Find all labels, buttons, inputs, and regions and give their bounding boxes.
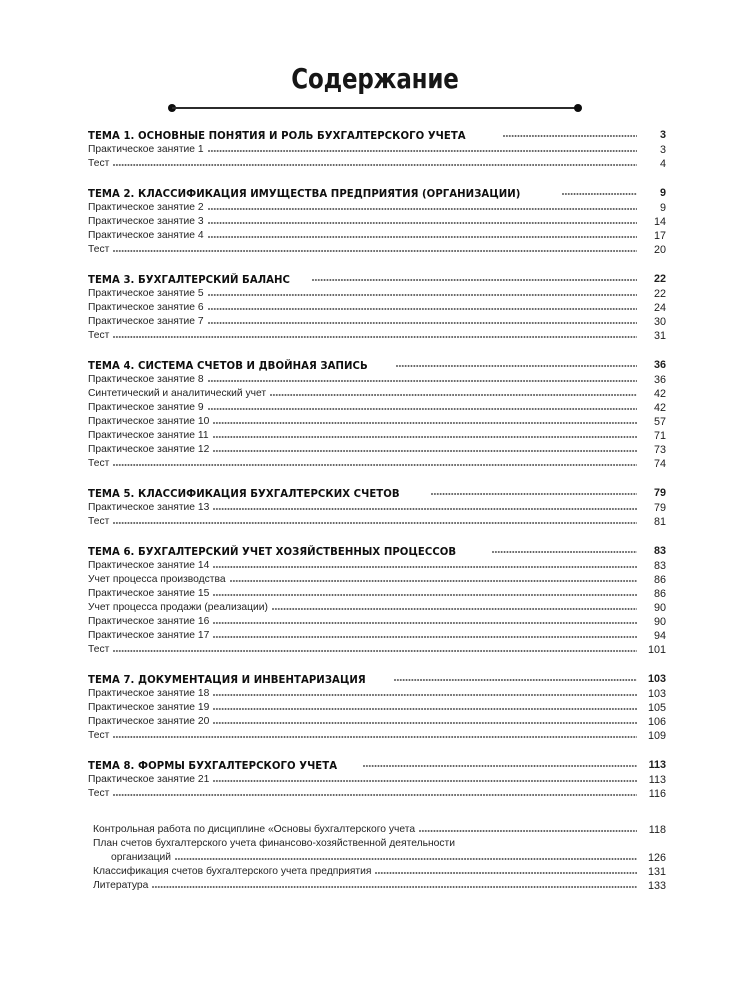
toc-entry-page-number: 3 [659, 144, 666, 156]
toc-section [88, 186, 666, 257]
toc-entry[interactable] [88, 243, 666, 257]
toc-entry-page-number: 36 [653, 359, 666, 371]
toc-entry-label: ТЕМА 5. КЛАССИФИКАЦИЯ БУХГАЛТЕРСКИХ СЧЕТОВ [88, 487, 400, 500]
toc-entry-label: Литература [93, 880, 149, 891]
toc-entry-page-number: 83 [653, 560, 666, 572]
toc-entry-page-number: 79 [653, 502, 666, 514]
toc-entry-label: ТЕМА 1. ОСНОВНЫЕ ПОНЯТИЯ И РОЛЬ БУХГАЛТЕРСКОГО УЧЕТА [88, 129, 466, 142]
toc-entry-label: Контрольная работа по дисциплине «Основы бухгалтерского учета [93, 824, 416, 835]
toc-section [88, 544, 666, 657]
dot-leader [492, 548, 637, 556]
toc-entry-page-number: 113 [648, 759, 666, 771]
toc-entry[interactable] [88, 429, 666, 443]
toc-entry-page-number: 79 [653, 487, 666, 499]
dot-leader [208, 219, 637, 227]
toc-entry-page-number: 86 [653, 574, 666, 586]
toc-entry-label: ТЕМА 4. СИСТЕМА СЧЕТОВ И ДВОЙНАЯ ЗАПИСЬ [88, 359, 368, 372]
toc-entry-page-number: 105 [647, 702, 666, 714]
toc-entry-page-number: 20 [653, 244, 666, 256]
dot-leader [175, 855, 637, 863]
dot-leader [113, 247, 637, 255]
toc-entry[interactable] [88, 301, 666, 315]
toc-entry-page-number: 9 [659, 187, 666, 199]
toc-entry[interactable] [88, 401, 666, 415]
dot-leader [272, 605, 637, 613]
toc-section-heading[interactable] [88, 272, 666, 287]
dot-leader [213, 719, 637, 727]
toc-entry[interactable] [88, 373, 666, 387]
dot-leader [270, 391, 637, 399]
dot-leader [213, 705, 637, 713]
toc-entry[interactable] [88, 559, 666, 573]
toc-entry-page-number: 30 [653, 316, 666, 328]
toc-section [88, 672, 666, 743]
divider-line [172, 107, 578, 109]
page-title: Содержание [291, 62, 459, 95]
toc-entry[interactable] [88, 729, 666, 743]
toc-entry-label: Тест [88, 330, 110, 341]
toc-entry[interactable] [88, 573, 666, 587]
toc-entry[interactable] [88, 587, 666, 601]
toc-entry-label: Практическое занятие 18 [88, 688, 210, 699]
toc-entry-page-number: 133 [647, 880, 666, 892]
toc-entry[interactable] [93, 865, 666, 879]
toc-entry-label: Практическое занятие 1 [88, 144, 204, 155]
toc-entry-page-number: 4 [659, 158, 666, 170]
dot-leader [208, 377, 637, 385]
toc-entry[interactable] [88, 415, 666, 429]
toc-entry-page-number: 103 [647, 688, 666, 700]
toc-entry-label: Практическое занятие 15 [88, 588, 210, 599]
dot-leader [208, 305, 637, 313]
dot-leader [208, 147, 637, 155]
dot-leader [208, 291, 637, 299]
toc-entry-label: организаций [111, 852, 171, 863]
toc-entry[interactable] [88, 287, 666, 301]
toc-entry-label: ТЕМА 2. КЛАССИФИКАЦИЯ ИМУЩЕСТВА ПРЕДПРИЯТИЯ (ОРГАНИЗАЦИИ) [88, 187, 521, 200]
toc-entry-label: Тест [88, 244, 110, 255]
toc-entry-page-number: 101 [647, 644, 666, 656]
dot-leader [113, 519, 637, 527]
toc-entry-label: ТЕМА 7. ДОКУМЕНТАЦИЯ И ИНВЕНТАРИЗАЦИЯ [88, 673, 366, 686]
toc-section [88, 272, 666, 343]
dot-leader [213, 419, 637, 427]
toc-entry-label: Практическое занятие 9 [88, 402, 204, 413]
decorative-divider [168, 104, 582, 113]
toc-entry[interactable] [88, 215, 666, 229]
toc-entry-label: Практическое занятие 4 [88, 230, 204, 241]
dot-leader [459, 841, 637, 849]
dot-leader [208, 319, 637, 327]
toc-entry-label: Практическое занятие 14 [88, 560, 210, 571]
toc-entry[interactable] [93, 851, 666, 865]
toc-entry-label: ТЕМА 3. БУХГАЛТЕРСКИЙ БАЛАНС [88, 273, 291, 286]
dot-leader [113, 733, 637, 741]
dot-leader [213, 633, 637, 641]
toc-entry-page-number: 109 [647, 730, 666, 742]
toc-entry-page-number: 22 [653, 288, 666, 300]
toc-section-heading[interactable] [88, 758, 666, 773]
dot-leader [213, 563, 637, 571]
toc-entry-page-number: 22 [653, 273, 666, 285]
dot-leader [312, 276, 637, 284]
toc-entry-page-number: 31 [653, 330, 666, 342]
toc-entry-page-number: 73 [653, 444, 666, 456]
toc-section-heading[interactable] [88, 186, 666, 201]
toc-entry-label: Синтетический и аналитический учет [88, 388, 267, 399]
toc-entry-page-number: 81 [653, 516, 666, 528]
toc-entry[interactable] [88, 701, 666, 715]
toc-entry[interactable] [88, 457, 666, 471]
toc-entry-label: Практическое занятие 8 [88, 374, 204, 385]
toc-entry[interactable] [88, 157, 666, 171]
toc-entry[interactable] [88, 229, 666, 243]
toc-entry-label: Тест [88, 458, 110, 469]
toc-entry-label: ТЕМА 6. БУХГАЛТЕРСКИЙ УЧЕТ ХОЗЯЙСТВЕННЫХ ПРОЦЕССОВ [88, 545, 457, 558]
toc-entry-label: Практическое занятие 13 [88, 502, 210, 513]
toc-entry-label: Тест [88, 730, 110, 741]
toc-entry-label: Учет процесса продажи (реализации) [88, 602, 268, 613]
toc-entries [88, 128, 666, 893]
toc-entry-label: Тест [88, 644, 110, 655]
toc-entry-label: Практическое занятие 2 [88, 202, 204, 213]
toc-section [88, 758, 666, 801]
toc-entry[interactable] [93, 837, 666, 851]
toc-entry-label: Практическое занятие 21 [88, 774, 210, 785]
toc-entry[interactable] [88, 143, 666, 157]
toc-entry-page-number: 36 [653, 374, 666, 386]
toc-entry-page-number: 90 [653, 602, 666, 614]
toc-entry[interactable] [88, 687, 666, 701]
toc-entry-page-number: 118 [648, 824, 666, 836]
toc-appendix-section [88, 823, 666, 893]
toc-entry-label: ТЕМА 8. ФОРМЫ БУХГАЛТЕРСКОГО УЧЕТА [88, 759, 338, 772]
dot-leader [396, 362, 637, 370]
toc-section [88, 128, 666, 171]
toc-entry-label: Тест [88, 158, 110, 169]
toc-entry[interactable] [88, 787, 666, 801]
toc-entry-page-number: 131 [647, 866, 666, 878]
toc-entry-label: План счетов бухгалтерского учета финансово-хозяйственной деятельности [93, 838, 455, 849]
toc-entry-label: Практическое занятие 3 [88, 216, 204, 227]
dot-leader [208, 233, 637, 241]
toc-entry-page-number: 126 [647, 852, 666, 864]
toc-entry-page-number: 14 [653, 216, 666, 228]
toc-entry[interactable] [88, 201, 666, 215]
toc-entry-page-number: 86 [653, 588, 666, 600]
toc-entry[interactable] [88, 715, 666, 729]
dot-leader [113, 333, 637, 341]
toc-entry[interactable] [88, 615, 666, 629]
toc-entry[interactable] [88, 629, 666, 643]
toc-entry[interactable] [88, 443, 666, 457]
toc-entry-page-number: 83 [653, 545, 666, 557]
toc-entry-label: Тест [88, 516, 110, 527]
dot-leader [230, 577, 637, 585]
toc-section [88, 486, 666, 529]
toc-entry[interactable] [93, 879, 666, 893]
dot-leader [208, 205, 637, 213]
toc-entry-label: Классификация счетов бухгалтерского учета предприятия [93, 866, 372, 877]
toc-entry-label: Практическое занятие 7 [88, 316, 204, 327]
toc-entry-label: Тест [88, 788, 110, 799]
toc-entry-label: Практическое занятие 17 [88, 630, 210, 641]
toc-entry[interactable] [88, 773, 666, 787]
dot-leader [113, 461, 637, 469]
toc-section [88, 358, 666, 471]
toc-section-heading[interactable] [88, 486, 666, 501]
toc-entry-page-number: 106 [647, 716, 666, 728]
toc-entry-page-number: 113 [648, 774, 666, 786]
toc-entry[interactable] [88, 515, 666, 529]
dot-leader [213, 505, 637, 513]
toc-entry-label: Практическое занятие 19 [88, 702, 210, 713]
toc-entry[interactable] [88, 387, 666, 401]
toc-entry[interactable] [88, 501, 666, 515]
toc-entry-page-number: 9 [659, 202, 666, 214]
toc-entry-page-number: 57 [653, 416, 666, 428]
toc-entry[interactable] [88, 643, 666, 657]
toc-entry-page-number: 42 [653, 402, 666, 414]
toc-entry-page-number: 42 [653, 388, 666, 400]
toc-entry-page-number: 103 [647, 673, 666, 685]
toc-section-heading[interactable] [88, 128, 666, 143]
toc-entry-page-number: 90 [653, 616, 666, 628]
dot-leader [113, 647, 637, 655]
toc-section-heading[interactable] [88, 544, 666, 559]
dot-leader [152, 883, 637, 891]
toc-entry[interactable] [88, 315, 666, 329]
divider-right-dot-icon [574, 104, 582, 112]
toc-entry-label: Практическое занятие 12 [88, 444, 210, 455]
toc-entry-page-number: 17 [653, 230, 666, 242]
toc-section-heading[interactable] [88, 672, 666, 687]
dot-leader [562, 190, 637, 198]
dot-leader [213, 777, 637, 785]
dot-leader [113, 161, 637, 169]
dot-leader [419, 827, 637, 835]
dot-leader [213, 591, 637, 599]
dot-leader [431, 490, 637, 498]
dot-leader [208, 405, 637, 413]
toc-entry-page-number: 3 [659, 129, 666, 141]
toc-entry[interactable] [88, 601, 666, 615]
dot-leader [503, 132, 637, 140]
toc-entry-label: Практическое занятие 10 [88, 416, 210, 427]
toc-entry-label: Практическое занятие 16 [88, 616, 210, 627]
dot-leader [213, 619, 637, 627]
dot-leader [375, 869, 637, 877]
toc-section-heading[interactable] [88, 358, 666, 373]
toc-entry-page-number: 71 [653, 430, 666, 442]
toc-entry-page-number: 24 [653, 302, 666, 314]
toc-entry[interactable] [93, 823, 666, 837]
dot-leader [213, 447, 637, 455]
toc-entry[interactable] [88, 329, 666, 343]
toc-entry-label: Практическое занятие 11 [88, 430, 209, 441]
dot-leader [213, 433, 637, 441]
toc-entry-label: Практическое занятие 5 [88, 288, 204, 299]
toc-entry-page-number: 116 [648, 788, 666, 800]
dot-leader [213, 691, 637, 699]
dot-leader [363, 762, 637, 770]
toc-entry-page-number: 94 [653, 630, 666, 642]
dot-leader [113, 791, 637, 799]
toc-entry-label: Учет процесса производства [88, 574, 226, 585]
toc-entry-label: Практическое занятие 20 [88, 716, 210, 727]
dot-leader [394, 676, 637, 684]
toc-entry-label: Практическое занятие 6 [88, 302, 204, 313]
toc-entry-page-number: 74 [653, 458, 666, 470]
